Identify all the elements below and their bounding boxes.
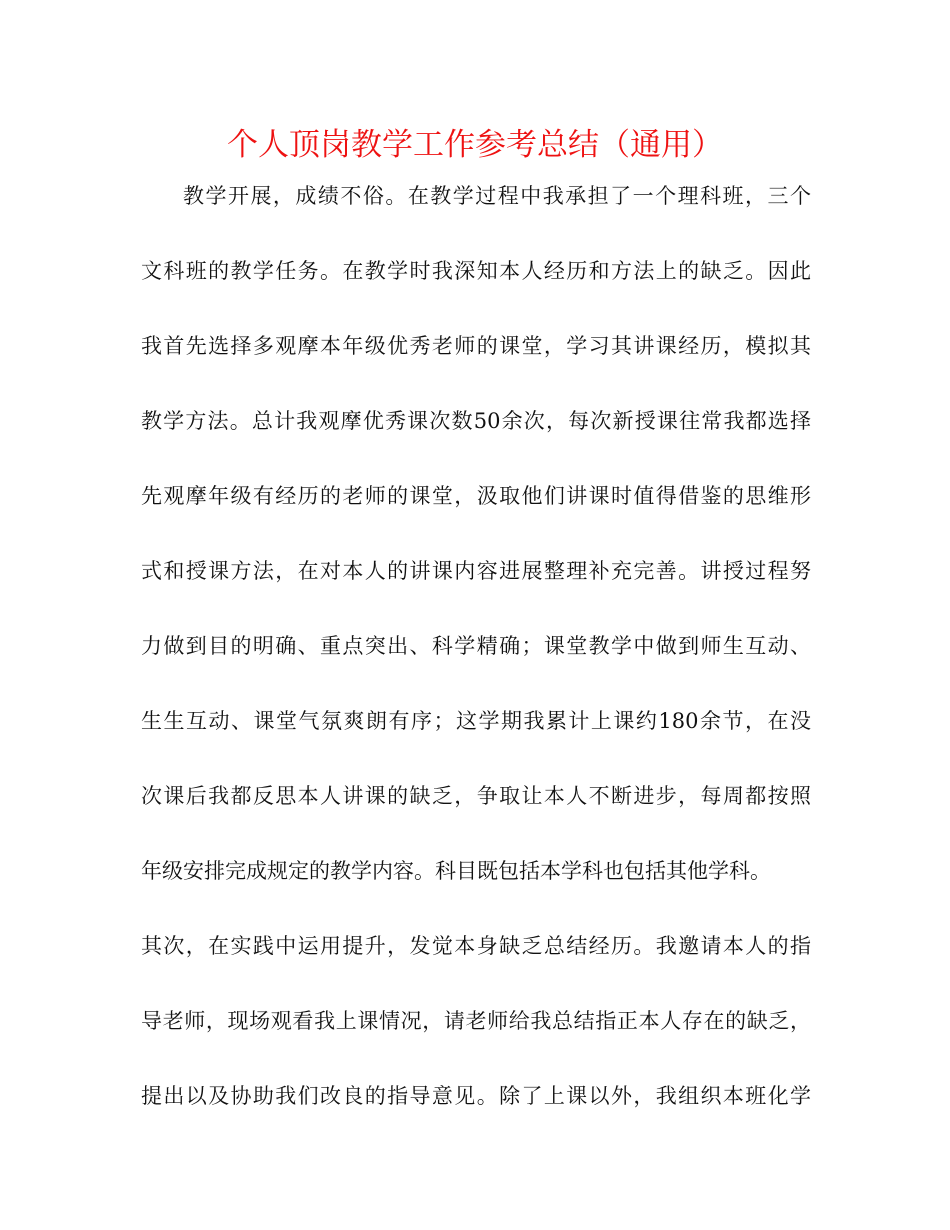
paragraph-line: 文科班的教学任务。在教学时我深知本人经历和方法上的缺乏。因此 (141, 259, 811, 283)
paragraph-line: 教学方法。总计我观摩优秀课次数50余次，每次新授课往常我都选择 (141, 409, 811, 433)
paragraph-line: 生生互动、课堂气氛爽朗有序；这学期我累计上课约180余节，在没 (141, 709, 811, 733)
paragraph-line: 力做到目的明确、重点突出、科学精确；课堂教学中做到师生互动、 (141, 634, 811, 658)
paragraph-line: 年级安排完成规定的教学内容。科目既包括本学科也包括其他学科。 (141, 859, 771, 883)
paragraph-line: 教学开展，成绩不俗。在教学过程中我承担了一个理科班，三个 (183, 184, 811, 208)
paragraph-line: 提出以及协助我们改良的指导意见。除了上课以外，我组织本班化学 (141, 1084, 811, 1108)
paragraph-line: 先观摩年级有经历的老师的课堂，汲取他们讲课时值得借鉴的思维形 (141, 484, 811, 508)
paragraph-line: 导老师，现场观看我上课情况，请老师给我总结指正本人存在的缺乏， (141, 1009, 811, 1033)
paragraph-line: 其次，在实践中运用提升，发觉本身缺乏总结经历。我邀请本人的指 (141, 934, 811, 958)
document-body (141, 173, 811, 1148)
paragraph-line: 次课后我都反思本人讲课的缺乏，争取让本人不断进步，每周都按照 (141, 784, 811, 808)
document-title: 个人顶岗教学工作参考总结（通用） (227, 127, 723, 163)
paragraph-line: 我首先选择多观摩本年级优秀老师的课堂，学习其讲课经历，模拟其 (141, 334, 811, 358)
paragraph-line: 式和授课方法，在对本人的讲课内容进展整理补充完善。讲授过程努 (141, 559, 811, 583)
